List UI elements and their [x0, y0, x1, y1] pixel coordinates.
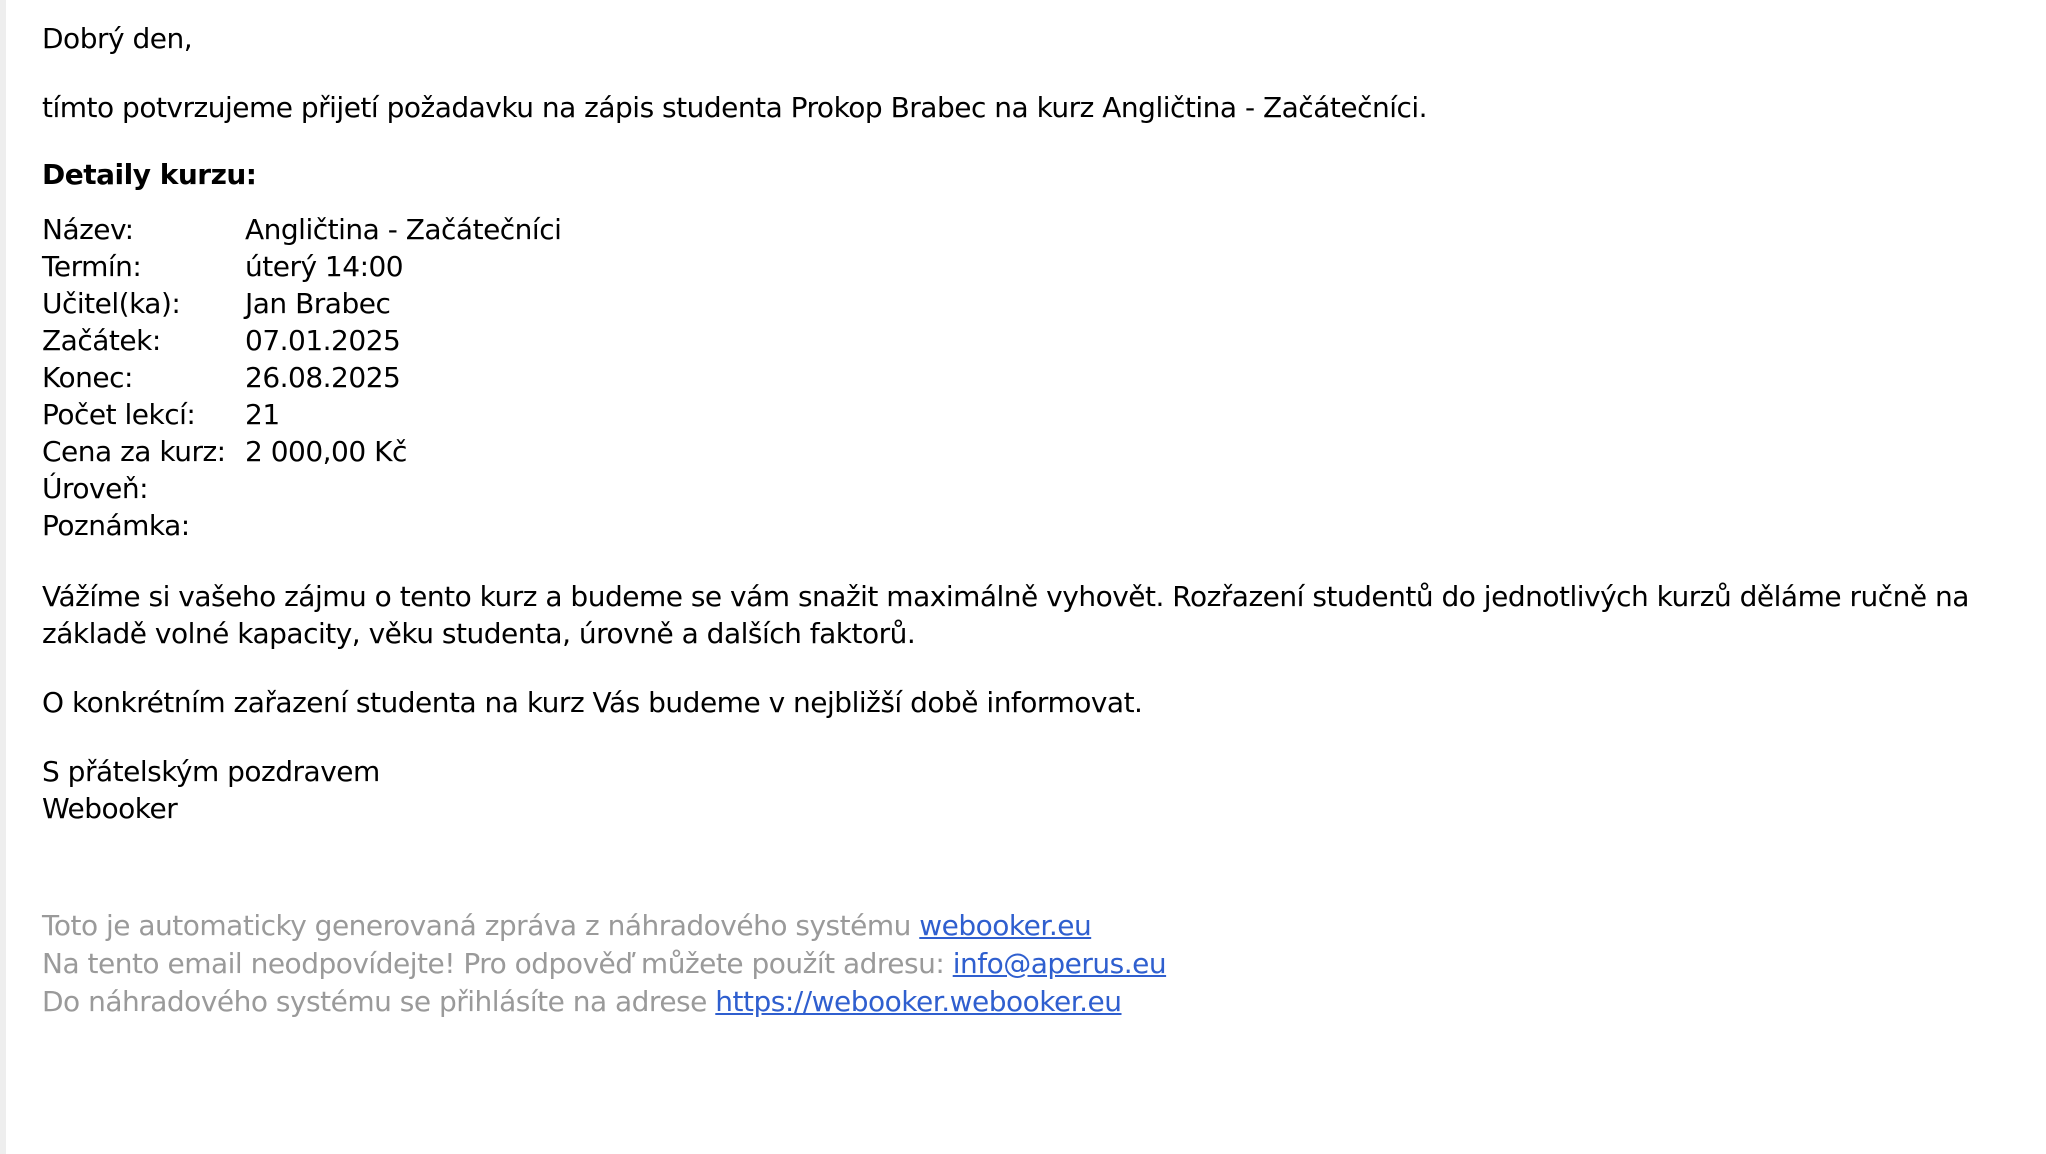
details-label: Učitel(ka): [42, 287, 181, 320]
details-label: Konec: [42, 361, 133, 394]
details-row [42, 285, 561, 322]
contact-email-link[interactable]: info@aperus.eu [952, 947, 1167, 980]
footer-text: Na tento email neodpovídejte! Pro odpověď můžete použít adresu: [42, 947, 953, 980]
footer-line [42, 983, 2017, 1021]
footer-text: Do náhradového systému se přihlásíte na adrese [42, 985, 716, 1018]
details-value: Jan Brabec [245, 287, 391, 320]
spacer [42, 652, 2017, 684]
footer-line [42, 907, 2017, 945]
sign-off: S přátelským pozdravem [42, 755, 380, 788]
details-label: Název: [42, 213, 134, 246]
details-row [42, 433, 561, 470]
details-value: 26.08.2025 [245, 361, 401, 394]
details-label: Počet lekcí: [42, 398, 196, 431]
details-row [42, 470, 561, 507]
spacer [42, 827, 2017, 907]
details-value: Angličtina - Začátečníci [245, 213, 562, 246]
details-value: 07.01.2025 [245, 324, 401, 357]
interest-paragraph: Vážíme si vašeho zájmu o tento kurz a budeme se vám snažit maximálně vyhovět. Rozřazení studentů do jednotlivých kurzů děláme ručně na základě volné kapacity, věku studenta, úrovně a dalších faktorů. [42, 580, 1969, 650]
signature: Webooker [42, 792, 178, 825]
details-label: Začátek: [42, 324, 161, 357]
details-label: Poznámka: [42, 509, 190, 542]
details-value: 21 [245, 398, 280, 431]
footer-text: Toto je automaticky generovaná zpráva z náhradového systému [42, 909, 920, 942]
details-label: Termín: [42, 250, 142, 283]
details-value: 2 000,00 Kč [245, 435, 407, 468]
greeting: Dobrý den, [42, 22, 193, 55]
details-row [42, 322, 561, 359]
details-row [42, 396, 561, 433]
details-row [42, 248, 561, 285]
details-heading: Detaily kurzu: [42, 158, 257, 191]
details-value [245, 470, 561, 507]
spacer [42, 721, 2017, 753]
details-row [42, 507, 561, 544]
intro-paragraph: tímto potvrzujeme přijetí požadavku na zápis studenta Prokop Brabec na kurz Angličtina - Začátečníci. [42, 91, 1428, 124]
email-body [42, 20, 2017, 1021]
details-row [42, 211, 561, 248]
email-footer [42, 907, 2017, 1021]
details-row [42, 359, 561, 396]
details-value [245, 507, 561, 544]
details-label: Úroveň: [42, 472, 148, 505]
course-details-table [42, 211, 561, 544]
footer-line [42, 945, 2017, 983]
spacer [42, 126, 2017, 156]
spacer [42, 57, 2017, 89]
login-url-link[interactable]: https://webooker.webooker.eu [715, 985, 1122, 1018]
webooker-link[interactable]: webooker.eu [919, 909, 1092, 942]
placement-paragraph: O konkrétním zařazení studenta na kurz Vás budeme v nejbližší době informovat. [42, 686, 1143, 719]
details-value: úterý 14:00 [245, 250, 404, 283]
details-label: Cena za kurz: [42, 435, 226, 468]
spacer [42, 544, 2017, 578]
